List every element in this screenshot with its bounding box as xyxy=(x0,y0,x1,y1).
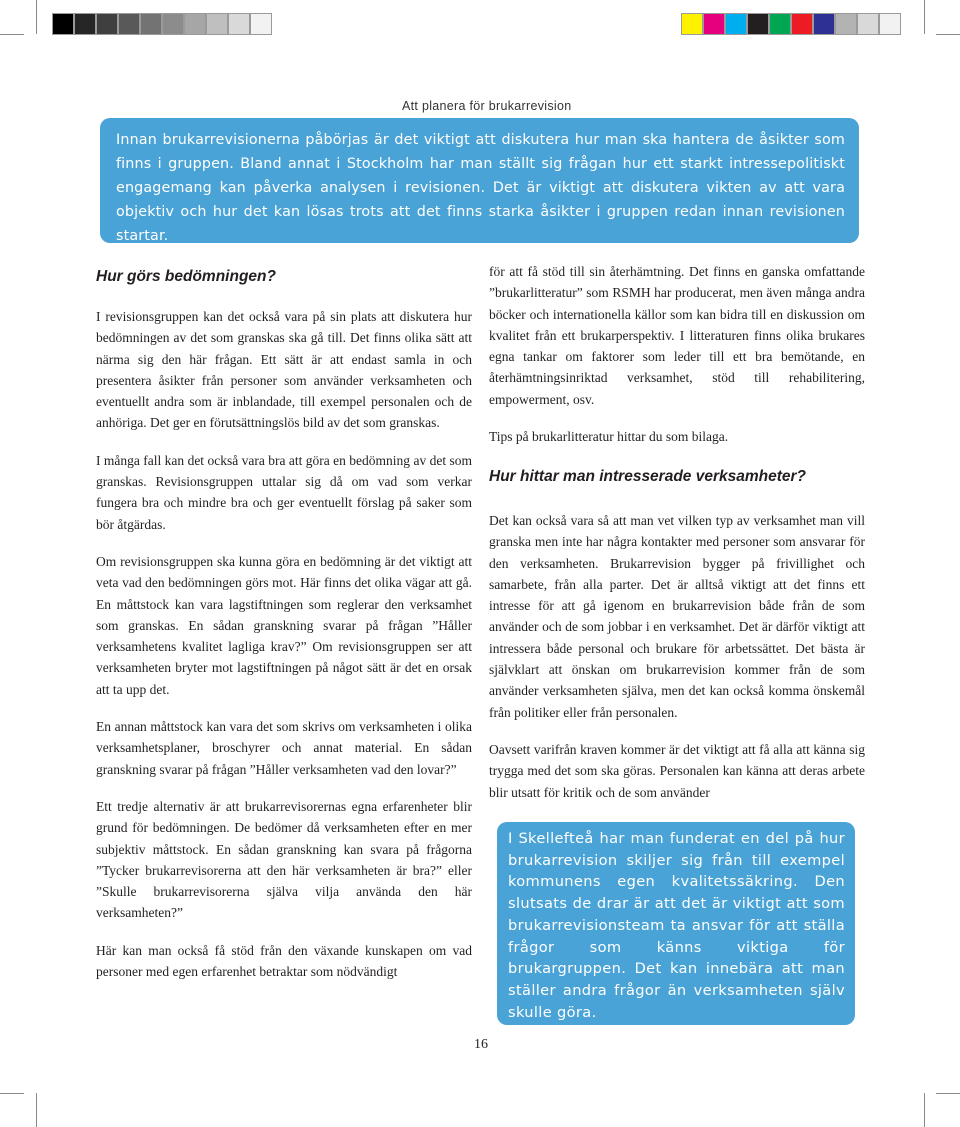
section-heading-find-services: Hur hittar man intresserade verksamheter? xyxy=(489,468,807,485)
crop-mark xyxy=(0,34,24,35)
color-registration-bar xyxy=(681,13,901,35)
skelleftea-callout-box xyxy=(497,822,855,1025)
body-paragraph: En annan måttstock kan vara det som skrivs om verksamheten i olika verksamhetsplaner, broschyrer och annat material. En sådan granskning svarar på frågan ”Håller verksamheten vad den lovar?” xyxy=(96,719,472,777)
crop-mark xyxy=(924,0,925,34)
right-column-bottom xyxy=(489,510,865,819)
crop-mark xyxy=(0,1093,24,1094)
body-paragraph: för att få stöd till sin återhämtning. Det finns en ganska omfattande ”brukarlitteratur” som RSMH har producerat, men även många andra böcker och internationella källor som kan bidra till en diskussion om kvalitet från ett brukarperspektiv. I litteraturen finns olika brukares egna tankar om faktorer som leder till ett bra bemötande, en återhämtningsinriktad verksamhet, stöd till rehabilitering, empowerment, osv. xyxy=(489,264,865,407)
right-column-top xyxy=(489,261,865,463)
skelleftea-callout-text: I Skellefteå har man funderat en del på hur brukarrevision skiljer sig från till exempel kommunens egen kvalitetssäkring. Den slutsats de drar är att det är viktigt att som brukarrevisionsteam ta ansvar för att ställa frågor som känns viktiga för brukargruppen. Det kan innebära att man ställer andra frågor än verksamheten själv skulle göra. xyxy=(508,830,845,1021)
body-paragraph: Om revisionsgruppen ska kunna göra en bedömning är det viktigt att veta vad den bedömningen görs mot. Här finns det olika vägar att gå. En måttstock kan vara lagstiftningen som reglerar den verksamhet som granskas. En sådan granskning svarar på frågan ”Håller verksamhetens kvalitet lagliga krav?” Om revisionsgruppen ser att verksamheten bryter mot lagstiftningen på något sätt är det en orsak att ta upp det. xyxy=(96,553,472,697)
left-column xyxy=(96,306,472,998)
crop-mark xyxy=(936,34,960,35)
crop-mark xyxy=(36,0,37,34)
body-paragraph: Här kan man också få stöd från den växande kunskapen om vad personer med egen erfarenhet betraktar som nödvändigt xyxy=(96,942,472,980)
running-head: Att planera för brukarrevision xyxy=(402,99,572,113)
crop-mark xyxy=(36,1093,37,1127)
body-paragraph: Det kan också vara så att man vet vilken typ av verksamhet man vill granska men inte har några kontakter med personer som ansvarar för den verksamheten. Brukarrevision bygger på frivillighet och samarbete, från alla parter. Det är alltså viktigt att det finns ett intresse för att gå igenom en brukarrevision både från de som använder och de som jobbar i en verksamhet. Det är därför viktigt att intressera både personal och brukare för arbetssättet. Det bästa är självklart att önskan om brukarrevision kommer från de som använder verksamheten själva, men det kan också komma önskemål från politiker eller från personalen. xyxy=(489,513,865,720)
body-paragraph: I revisionsgruppen kan det också vara på sin plats att diskutera hur bedömningen av det som granskas ska gå till. Det finns olika sätt att närma sig den här frågan. Ett sätt är att endast samla in och presentera åsikter från personer som använder verksamheten och eventuellt andra som är inblandade, till exempel personalen och de anhöriga. Det ger en förutsättningslös bild av det som granskas. xyxy=(96,309,472,431)
body-paragraph: I många fall kan det också vara bra att göra en bedömning av det som granskas. Revisionsgruppen uttalar sig då om vad som verkar fungera bra och mindre bra och ger eventuellt förslag på saker som bör åtgärdas. xyxy=(96,452,472,532)
body-paragraph: Oavsett varifrån kraven kommer är det viktigt att få alla att känna sig trygga med det som ska göras. Personalen kan känna att deras arbete blir utsatt för kritik och de som använder xyxy=(489,741,865,800)
body-paragraph: Ett tredje alternativ är att brukarrevisorernas egna erfarenheter blir grund för bedömningen. De bedömer då verksamheten efter en mer subjektiv måttstock. En sådan granskning kan svara på frågorna ”Tycker brukarrevisorerna att den här verksamheten är bra?” eller ”Skulle brukarrevisorerna själva vilja använda den här verksamheten?” xyxy=(96,798,472,921)
grayscale-registration-bar xyxy=(52,13,272,35)
page-number: 16 xyxy=(474,1037,488,1052)
body-paragraph: Tips på brukarlitteratur hittar du som bilaga. xyxy=(489,429,729,445)
section-heading-assessment: Hur görs bedömningen? xyxy=(96,268,276,285)
intro-callout-text: Innan brukarrevisionerna påbörjas är det viktigt att diskutera hur man ska hantera de åsikter som finns i gruppen. Bland annat i Stockholm har man ställt sig frågan hur ett starkt intressepolitiskt engagemang kan påverka analysen i revisionen. Det är viktigt att diskutera vikten av att vara objektiv och hur det kan lösas trots att det finns starka åsikter i gruppen redan innan revisionen startar. xyxy=(116,132,845,244)
intro-callout-box xyxy=(100,118,859,243)
crop-mark xyxy=(936,1093,960,1094)
crop-mark xyxy=(924,1093,925,1127)
